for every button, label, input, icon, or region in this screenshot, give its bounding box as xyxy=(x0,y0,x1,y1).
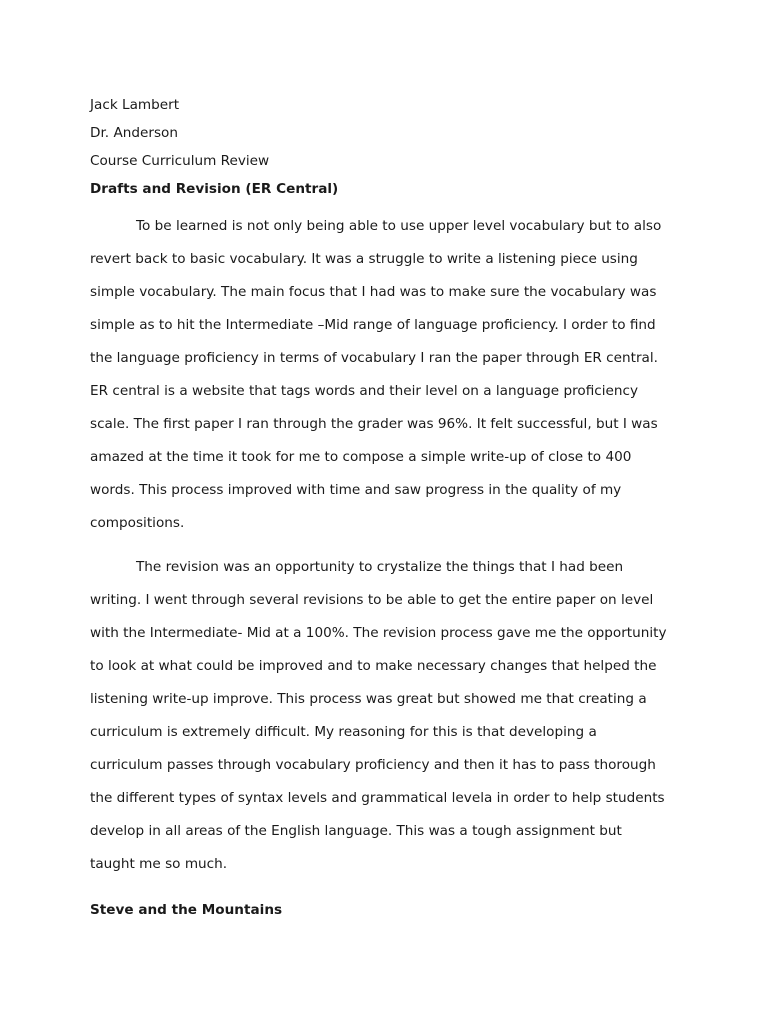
paragraph-line: develop in all areas of the English language. This was a tough assignment but xyxy=(90,823,622,839)
paragraph-line: the language proficiency in terms of vocabulary I ran the paper through ER central. xyxy=(90,350,658,366)
paragraph-line: listening write-up improve. This process was great but showed me that creating a xyxy=(90,691,647,707)
paragraph-line: simple as to hit the Intermediate –Mid range of language proficiency. I order to find xyxy=(90,317,656,333)
paragraph-line: The revision was an opportunity to crystalize the things that I had been xyxy=(136,559,624,575)
body-paragraph xyxy=(90,210,680,540)
paragraph-line: revert back to basic vocabulary. It was a struggle to write a listening piece using xyxy=(90,251,638,267)
paragraph-line: compositions. xyxy=(90,515,185,531)
paragraph-line: taught me so much. xyxy=(90,856,228,872)
body-paragraph xyxy=(90,551,680,881)
paragraph-line: the different types of syntax levels and grammatical levela in order to help students xyxy=(90,790,665,806)
paragraph-line: scale. The first paper I ran through the grader was 96%. It felt successful, but I was xyxy=(90,416,658,432)
author-name: Jack Lambert xyxy=(90,97,180,113)
section-heading: Drafts and Revision (ER Central) xyxy=(90,181,339,197)
paragraph-line: simple vocabulary. The main focus that I had was to make sure the vocabulary was xyxy=(90,284,657,300)
paragraph-line: to look at what could be improved and to make necessary changes that helped the xyxy=(90,658,657,674)
paragraph-line: curriculum passes through vocabulary proficiency and then it has to pass thorough xyxy=(90,757,656,773)
paragraph-line: writing. I went through several revisions to be able to get the entire paper on level xyxy=(90,592,654,608)
paragraph-line: curriculum is extremely difficult. My reasoning for this is that developing a xyxy=(90,724,597,740)
instructor-name: Dr. Anderson xyxy=(90,125,178,141)
paragraph-line: To be learned is not only being able to use upper level vocabulary but to also xyxy=(136,218,662,234)
document-body xyxy=(90,91,680,924)
course-title: Course Curriculum Review xyxy=(90,153,270,169)
paragraph-line: words. This process improved with time and saw progress in the quality of my xyxy=(90,482,622,498)
section-heading: Steve and the Mountains xyxy=(90,902,283,918)
paragraph-line: ER central is a website that tags words and their level on a language proficiency xyxy=(90,383,639,399)
paragraph-line: with the Intermediate- Mid at a 100%. The revision process gave me the opportunity xyxy=(90,625,667,641)
paragraph-line: amazed at the time it took for me to compose a simple write-up of close to 400 xyxy=(90,449,632,465)
